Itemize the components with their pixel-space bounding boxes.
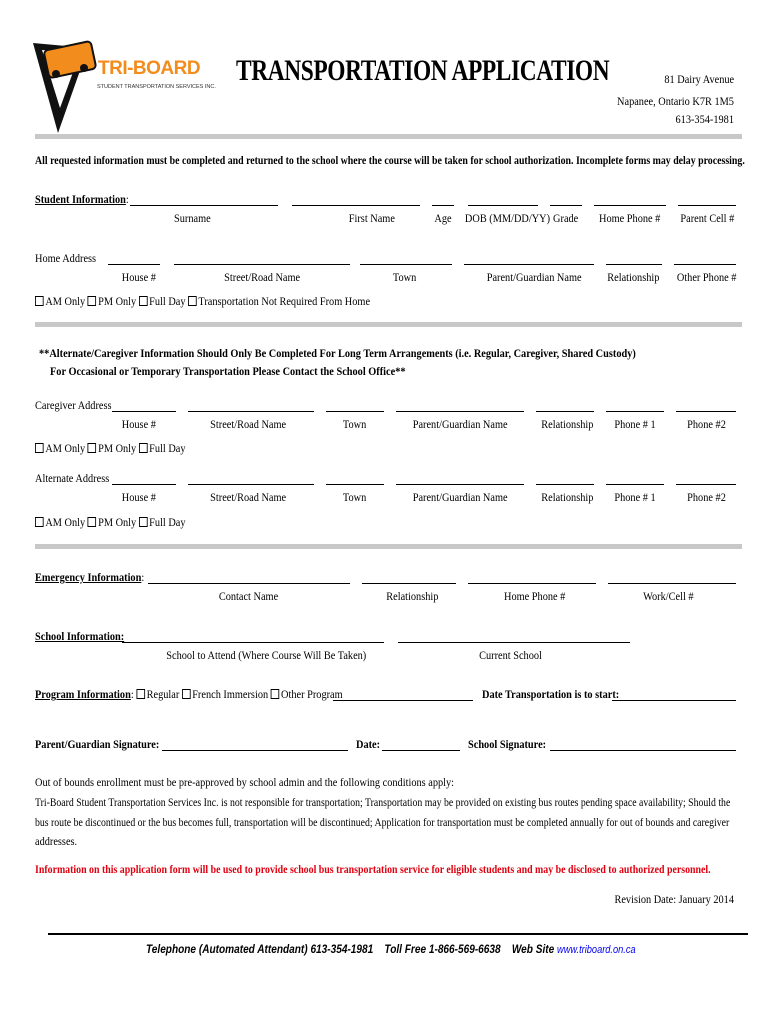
current-school-field[interactable] [398,642,630,643]
checkbox[interactable] [182,689,191,699]
notes-line-1: Out of bounds enrollment must be pre-approved by school admin and the following conditions apply: [35,775,455,789]
home-house-field[interactable] [108,264,160,265]
emergency-relationship-caption: Relationship [385,589,439,603]
parent-cell-caption: Parent Cell # [680,211,734,225]
home-phone-caption: Home Phone # [599,211,661,225]
caregiver-phone1-caption: Phone # 1 [614,417,656,431]
checkbox[interactable] [188,296,197,306]
caregiver-street-field[interactable] [188,411,314,412]
first-name-field[interactable] [292,205,420,206]
alternate-house-caption: House # [121,490,157,504]
alternate-phone2-field[interactable] [676,484,736,485]
caregiver-phone2-field[interactable] [676,411,736,412]
alternate-guardian-caption: Parent/Guardian Name [412,490,508,504]
address-line-2: Napanee, Ontario K7R 1M5 [617,94,734,108]
age-caption: Age [434,211,452,225]
home-house-caption: House # [121,270,157,284]
checkbox[interactable] [35,443,44,453]
separator [35,544,742,549]
home-street-field[interactable] [174,264,350,265]
parent-cell-field[interactable] [678,205,736,206]
checkbox[interactable] [136,689,145,699]
alternate-label: Alternate Address [35,471,110,485]
caregiver-town-caption: Town [343,417,367,431]
caregiver-options: AM Only PM Only Full Day [35,441,186,456]
logo-text: TRI-BOARD [98,58,201,79]
emergency-work-cell-caption: Work/Cell # [642,589,694,603]
privacy-notice: Information on this application form will be used to provide school bus transportation service for eligible students and may be disclosed to authorized personnel. [35,862,711,876]
parent-signature-field[interactable] [162,750,348,751]
alternate-relationship-field[interactable] [536,484,594,485]
caregiver-guardian-field[interactable] [396,411,524,412]
alternate-relationship-caption: Relationship [540,490,594,504]
surname-field[interactable] [130,205,278,206]
checkbox[interactable] [139,443,148,453]
notes-line-2: Tri-Board Student Transportation Services Inc. is not responsible for transportation; Transportation may be provided on existing bus routes pending space availability; Should the [35,795,731,809]
current-school-caption: Current School [478,648,542,662]
checkbox[interactable] [271,689,280,699]
notes-line-4: addresses. [35,834,78,848]
address-line-3: 613-354-1981 [675,112,734,126]
checkbox[interactable] [88,517,97,527]
emergency-contact-caption: Contact Name [218,589,278,603]
caregiver-relationship-field[interactable] [536,411,594,412]
student-info-label: Student Information [35,192,126,206]
student-info-label-wrap: Student Information: [35,192,129,206]
home-address-label: Home Address [35,251,97,265]
home-relationship-caption: Relationship [606,270,660,284]
footer-web-label: Web Site [511,942,555,956]
program-info-label: Program Information [35,687,131,701]
dob-caption: DOB (MM/DD/YY) [464,211,551,225]
home-town-caption: Town [393,270,417,284]
student-options: AM Only PM Only Full Day Transportation Not Required From Home [35,294,370,309]
emergency-contact-field[interactable] [148,583,350,584]
home-town-field[interactable] [360,264,452,265]
caregiver-street-caption: Street/Road Name [210,417,286,431]
program-row: Program Information: Regular French Immersion Other Program [35,687,343,701]
alternate-options: AM Only PM Only Full Day [35,515,186,530]
separator [35,322,742,327]
school-signature-field[interactable] [550,750,736,751]
grade-field[interactable] [550,205,582,206]
intro-text: All requested information must be completed and returned to the school where the course will be taken for school authorization. Incomplete forms may delay processing. [35,153,745,167]
home-guardian-caption: Parent/Guardian Name [486,270,582,284]
grade-caption: Grade [553,211,579,225]
notes-line-3: bus route be discontinued or the bus becomes full, transportation will be discontinued; Application for transportation must be completed annually for out of bounds and caregiver [35,815,730,829]
date-field[interactable] [382,750,460,751]
checkbox[interactable] [35,517,44,527]
revision-date: Revision Date: January 2014 [614,892,734,906]
emergency-work-cell-field[interactable] [608,583,736,584]
alternate-street-caption: Street/Road Name [210,490,286,504]
dob-field[interactable] [468,205,538,206]
alternate-street-field[interactable] [188,484,314,485]
alternate-phone2-caption: Phone #2 [686,490,726,504]
checkbox[interactable] [88,443,97,453]
checkbox[interactable] [139,296,148,306]
alternate-house-field[interactable] [112,484,176,485]
caregiver-phone2-caption: Phone #2 [686,417,726,431]
age-field[interactable] [432,205,454,206]
other-program-field[interactable] [333,700,473,701]
address-line-1: 81 Dairy Avenue [664,72,734,86]
alt-notice-line-1: **Alternate/Caregiver Information Should Only Be Completed For Long Term Arrangements (i.e. Regular, Caregiver, Shared Custody) [39,346,636,360]
home-other-phone-field[interactable] [674,264,736,265]
alt-notice-line-2: For Occasional or Temporary Transportation Please Contact the School Office** [50,364,406,378]
alternate-town-caption: Town [343,490,367,504]
caregiver-phone1-field[interactable] [606,411,664,412]
caregiver-label: Caregiver Address [35,398,112,412]
home-street-caption: Street/Road Name [224,270,300,284]
home-relationship-field[interactable] [606,264,662,265]
alternate-phone1-caption: Phone # 1 [614,490,656,504]
checkbox[interactable] [139,517,148,527]
logo-subtext: STUDENT TRANSPORTATION SERVICES INC. [97,84,216,90]
first-name-caption: First Name [348,211,396,225]
emergency-relationship-field[interactable] [362,583,456,584]
emergency-home-phone-field[interactable] [468,583,596,584]
alternate-phone1-field[interactable] [606,484,664,485]
surname-caption: Surname [173,211,211,225]
home-phone-field[interactable] [594,205,666,206]
footer-contact [146,942,636,956]
checkbox[interactable] [35,296,44,306]
emergency-home-phone-caption: Home Phone # [504,589,566,603]
school-to-attend-field[interactable] [122,642,384,643]
emergency-label: Emergency Information [35,570,142,584]
page-title: TRANSPORTATION APPLICATION [236,54,610,87]
school-to-attend-caption: School to Attend (Where Course Will Be Taken) [166,648,367,662]
separator [35,134,742,139]
school-info-label: School Information: [35,629,125,643]
start-date-label: Date Transportation is to start: [482,687,620,701]
emergency-label-wrap: Emergency Information: [35,570,145,584]
date-label: Date: [356,737,381,751]
caregiver-town-field[interactable] [326,411,384,412]
parent-signature-label: Parent/Guardian Signature: [35,737,160,751]
caregiver-relationship-caption: Relationship [540,417,594,431]
home-guardian-field[interactable] [464,264,594,265]
website-link[interactable]: www.triboard.on.ca [557,944,636,956]
footer-rule [48,933,748,935]
caregiver-house-caption: House # [121,417,157,431]
start-date-field[interactable] [612,700,736,701]
footer-telephone: Telephone (Automated Attendant) 613-354-1981 [146,942,374,956]
checkbox[interactable] [88,296,97,306]
caregiver-guardian-caption: Parent/Guardian Name [412,417,508,431]
school-signature-label: School Signature: [468,737,547,751]
caregiver-house-field[interactable] [112,411,176,412]
footer-tollfree: Toll Free 1-866-569-6638 [384,942,501,956]
home-other-phone-caption: Other Phone # [677,270,737,284]
alternate-town-field[interactable] [326,484,384,485]
alternate-guardian-field[interactable] [396,484,524,485]
